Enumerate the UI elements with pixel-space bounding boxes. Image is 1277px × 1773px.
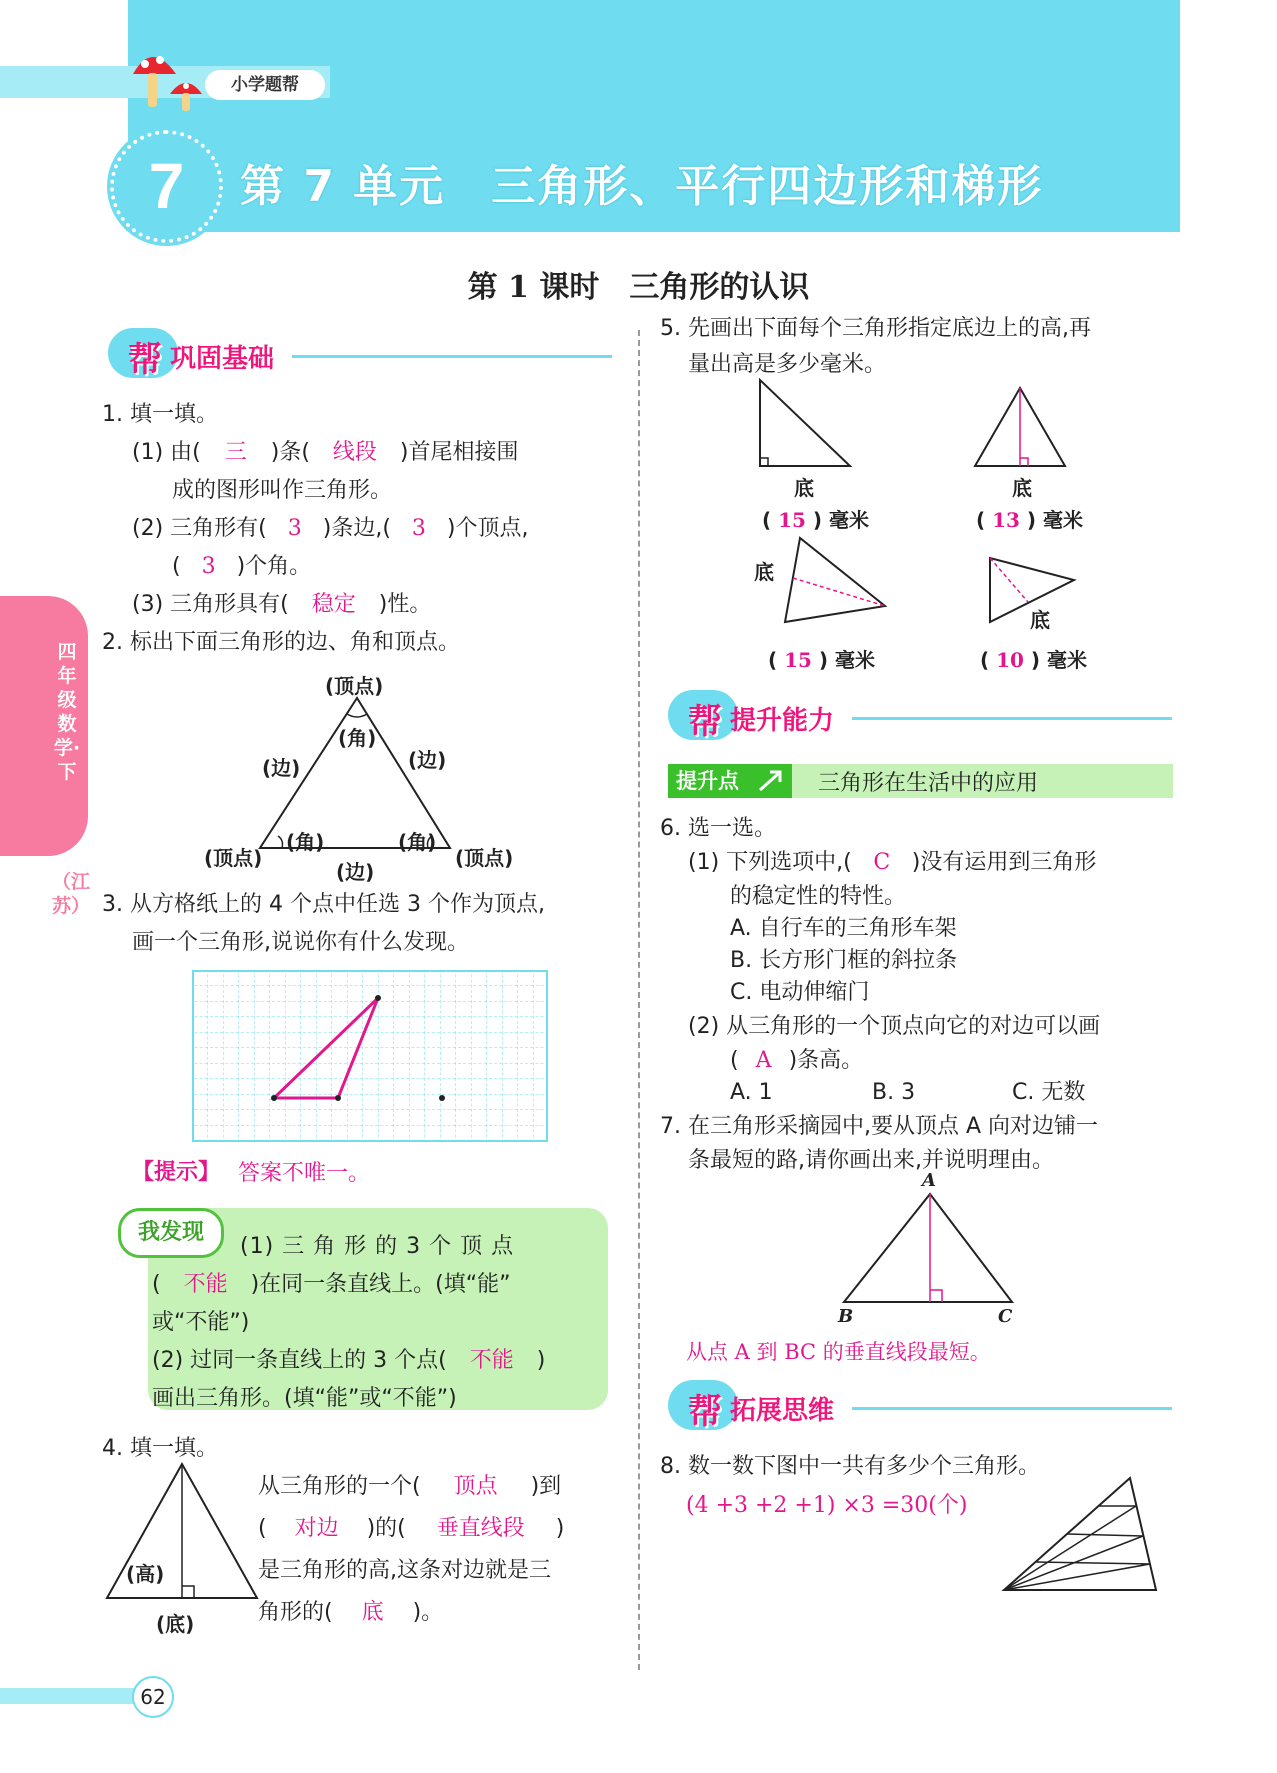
q6-sub2-opt-a: A. 1 [730, 1080, 773, 1105]
q3-title-2: 画一个三角形,说说你有什么发现。 [132, 930, 469, 955]
q2-label-angle-right: (角) [398, 830, 437, 854]
q8-title: 8. 数一数下图中一共有多少个三角形。 [660, 1454, 1040, 1479]
q5-answer-4: ( 10 ) 毫米 [980, 648, 1088, 672]
q2-label-side-left: (边) [262, 756, 301, 780]
q6-title: 6. 选一选。 [660, 816, 776, 841]
discover-line-5: 画出三角形。(填“能”或“不能”) [152, 1386, 457, 1411]
q6-sub1-cont: 的稳定性的特性。 [730, 884, 907, 909]
section-label: 巩固基础 [170, 344, 275, 374]
q3-hint-label: 【提示】 [132, 1160, 221, 1185]
q6-sub2-cont: ( A )条高。 [730, 1048, 864, 1073]
q6-option-c: C. 电动伸缩门 [730, 980, 870, 1005]
q2-label-side-bottom: (边) [336, 860, 375, 884]
mushroom-logo-icon [128, 44, 218, 114]
q7-label-a: A [922, 1170, 936, 1191]
side-tab-grade: 四年级数学·下 [53, 641, 81, 783]
q5-base-label-1: 底 [794, 476, 814, 500]
q7-triangle-figure [840, 1190, 1020, 1310]
section-header-improve [668, 690, 1173, 740]
q5-title-2: 量出高是多少毫米。 [688, 352, 887, 377]
q7-answer: 从点 A 到 BC 的垂直线段最短。 [686, 1340, 991, 1364]
q4-line-3: 是三角形的高,这条对边就是三 [258, 1558, 551, 1583]
q1-part1: (1) 由( 三 )条( 线段 )首尾相接围 [132, 440, 519, 465]
q5-base-label-4: 底 [1030, 608, 1050, 632]
unit-number-badge: 7 [110, 130, 223, 243]
q6-sub2-opt-c: C. 无数 [1012, 1080, 1086, 1105]
q2-label-vertex-left: (顶点) [204, 846, 263, 870]
q6-sub1: (1) 下列选项中,( C )没有运用到三角形 [688, 850, 1097, 875]
lesson-title: 第 1 课时 三角形的认识 [467, 270, 810, 305]
discover-line-1: (1) 三 角 形 的 3 个 顶 点 [240, 1234, 515, 1259]
q2-title: 2. 标出下面三角形的边、角和顶点。 [102, 630, 460, 655]
q1-title: 1. 填一填。 [102, 402, 218, 427]
q4-line-2: ( 对边 )的( 垂直线段 ) [258, 1516, 565, 1541]
bang-icon: 帮 [128, 340, 162, 380]
discover-line-2: ( 不能 )在同一条直线上。(填“能” [152, 1272, 511, 1297]
section-header-extend [668, 1380, 1173, 1430]
section-label: 提升能力 [730, 706, 835, 736]
discover-line-4: (2) 过同一条直线上的 3 个点( 不能 ) [152, 1348, 546, 1373]
q2-label-vertex-top: (顶点) [325, 674, 384, 698]
q4-label-height: (高) [126, 1562, 165, 1586]
brand-label: 小学题帮 [205, 70, 325, 100]
q3-hint-text: 答案不唯一。 [238, 1161, 371, 1186]
q5-base-label-2: 底 [1012, 476, 1032, 500]
q8-answer: (4 +3 +2 +1) ×3 =30(个) [686, 1493, 968, 1518]
q2-label-angle-top: (角) [338, 726, 377, 750]
q6-sub2: (2) 从三角形的一个顶点向它的对边可以画 [688, 1014, 1101, 1039]
unit-title: 第 7 单元 三角形、平行四边形和梯形 [240, 161, 1044, 212]
column-divider [638, 330, 640, 1670]
q5-answer-1: ( 15 ) 毫米 [762, 508, 870, 532]
side-tab-region: （江苏） [52, 871, 91, 917]
q5-answer-3: ( 15 ) 毫米 [768, 648, 876, 672]
discover-tag: 我发现 [118, 1208, 224, 1258]
tisheng-text: 三角形在生活中的应用 [818, 771, 1039, 796]
q1-part3: (3) 三角形具有( 稳定 )性。 [132, 592, 432, 617]
tisheng-tag: 提升点 [668, 764, 792, 798]
q7-title-1: 7. 在三角形采摘园中,要从顶点 A 向对边铺一 [660, 1114, 1099, 1139]
footer-strip [0, 1688, 140, 1704]
q1-part1-cont: 成的图形叫作三角形。 [172, 478, 393, 503]
bang-icon: 帮 [688, 1392, 722, 1432]
q6-option-a: A. 自行车的三角形车架 [730, 916, 957, 941]
q5-answer-2: ( 13 ) 毫米 [976, 508, 1084, 532]
q4-line-1: 从三角形的一个( 顶点 )到 [258, 1474, 562, 1499]
q4-title: 4. 填一填。 [102, 1436, 218, 1461]
q2-label-angle-left: (角) [286, 830, 325, 854]
q8-triangle-figure [1000, 1476, 1160, 1596]
q1-part2: (2) 三角形有( 3 )条边,( 3 )个顶点, [132, 516, 529, 541]
bang-icon: 帮 [688, 702, 722, 742]
q5-title-1: 5. 先画出下面每个三角形指定底边上的高,再 [660, 316, 1091, 341]
arrow-icon [758, 768, 788, 794]
q4-line-4: 角形的( 底 )。 [258, 1600, 444, 1625]
q2-label-side-right: (边) [408, 748, 447, 772]
q3-grid-figure [192, 970, 548, 1142]
q3-title-1: 3. 从方格纸上的 4 个点中任选 3 个作为顶点, [102, 892, 545, 917]
q7-title-2: 条最短的路,请你画出来,并说明理由。 [688, 1148, 1054, 1173]
q5-base-label-3: 底 [754, 560, 774, 584]
q5-triangle-3 [780, 536, 890, 626]
q5-triangle-2 [970, 386, 1070, 470]
q4-label-base: (底) [156, 1612, 195, 1636]
q1-part2-cont: ( 3 )个角。 [172, 554, 312, 579]
q7-label-c: C [998, 1306, 1013, 1327]
q2-label-vertex-right: (顶点) [455, 846, 514, 870]
q6-option-b: B. 长方形门框的斜拉条 [730, 948, 958, 973]
q5-triangle-1 [750, 378, 860, 470]
section-label: 拓展思维 [730, 1396, 835, 1426]
q7-label-b: B [838, 1306, 854, 1327]
q6-sub2-opt-b: B. 3 [872, 1080, 916, 1105]
discover-line-3: 或“不能”) [152, 1310, 250, 1335]
page-number: 62 [132, 1676, 174, 1718]
section-header-basic [108, 328, 613, 378]
